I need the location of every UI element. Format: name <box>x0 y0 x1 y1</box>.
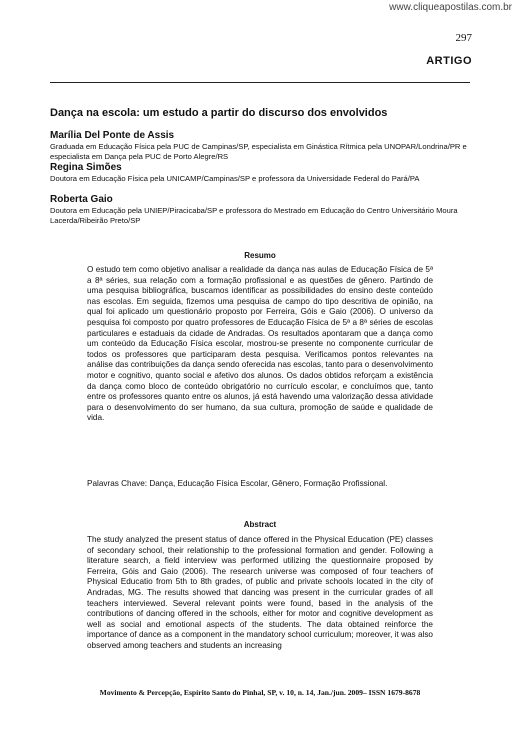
watermark: www.cliqueapostilas.com.br <box>389 2 512 13</box>
journal-footer: Movimento & Percepção, Espírito Santo do Pinhal, SP, v. 10, n. 14, Jan./jun. 2009– ISSN 1679-8678 <box>99 688 421 697</box>
author-name: Roberta Gaio <box>50 194 113 205</box>
author-block <box>50 194 470 226</box>
author-name: Regina Simões <box>50 162 122 173</box>
resumo-text: O estudo tem como objetivo analisar a realidade da dança nas aulas de Educação Física de 5ª a 8ª séries, sua relação com a formação profissional e as questões de gênero. Partindo de uma pesquisa bibliográfica, buscamos identificar as possibilidades do ensino deste conteúdo nas escolas. Em seguida, fizemos uma pesquisa de campo do tipo descritiva de opinião, na qual foi aplicado um questionário proposto por Ferreira, Góis e Gaio (2006). O universo da pesquisa foi composto por quatro professores de Educação Física de 5ª a 8ª séries de escolas particulares e estaduais da cidade de Andradas. Os resultados apontaram que a dança como um conteúdo da Educação Física escolar, mostrou-se presente no componente curricular de todos os professores que participaram desta pesquisa. Verificamos pontos relevantes na análise das contribuições da dança sendo oferecida nas escolas, tanto para o desenvolvimento motor e cognitivo, quanto social e afetivo dos alunos. Os dados obtidos reforçam a existência da dança como bloco de conteúdo obrigatório no currículo escolar, e concluímos que, tanto entre os professores quanto entre os alunos, já está havendo uma valorização dessa atividade para o desenvolvimento do ser humano, da sua cultura, promoção de saúde e qualidade de vida. <box>87 265 433 423</box>
author-block <box>50 130 470 162</box>
author-name: Marília Del Ponte de Assis <box>50 130 175 141</box>
section-label: ARTIGO <box>426 55 472 67</box>
header-divider <box>50 82 470 83</box>
resumo-heading: Resumo <box>244 251 276 260</box>
article-title: Dança na escola: um estudo a partir do discurso dos envolvidos <box>50 107 388 119</box>
keywords: Palavras Chave: Dança, Educação Física Escolar, Gênero, Formação Profissional. <box>87 479 388 488</box>
author-affiliation: Doutora em Educação pela UNIEP/Piracicaba/SP e professora do Mestrado em Educação do Centro Universitário Moura Lacerda/Ribeirão Preto/SP <box>50 206 458 225</box>
author-affiliation: Graduada em Educação Física pela PUC de Campinas/SP, especialista em Ginástica Rítmica pela UNOPAR/Londrina/PR e especialista em Dança pela PUC de Porto Alegre/RS <box>50 142 467 161</box>
page-number: 297 <box>455 32 472 44</box>
abstract-text: The study analyzed the present status of dance offered in the Physical Education (PE) classes of secondary school, their relationship to the professional formation and gender. Following a literature search, a field interview was performed utilizing the questionnaire proposed by Ferreira, Góis and Gaio (2006). The research universe was composed of four teachers of Physical Educatio from 5th to 8th grades, of public and private schools located in the city of Andradas, MG. The results showed that dancing was present in the curricular grades of all teachers interviewed. Several relevant points were found, based in the analysis of the contributions of dancing offered in the schools, either for motor and cognitive development as well as social and emotional aspects of the students. The data obtained reinforce the importance of dance as a component in the mandatory school curriculum; moreover, it was also observed among teachers and students an increasing <box>87 535 433 650</box>
author-affiliation: Doutora em Educação Física pela UNICAMP/Campinas/SP e professora da Universidade Federal do Pará/PA <box>50 174 420 183</box>
abstract-heading: Abstract <box>243 520 277 529</box>
author-block <box>50 162 470 184</box>
